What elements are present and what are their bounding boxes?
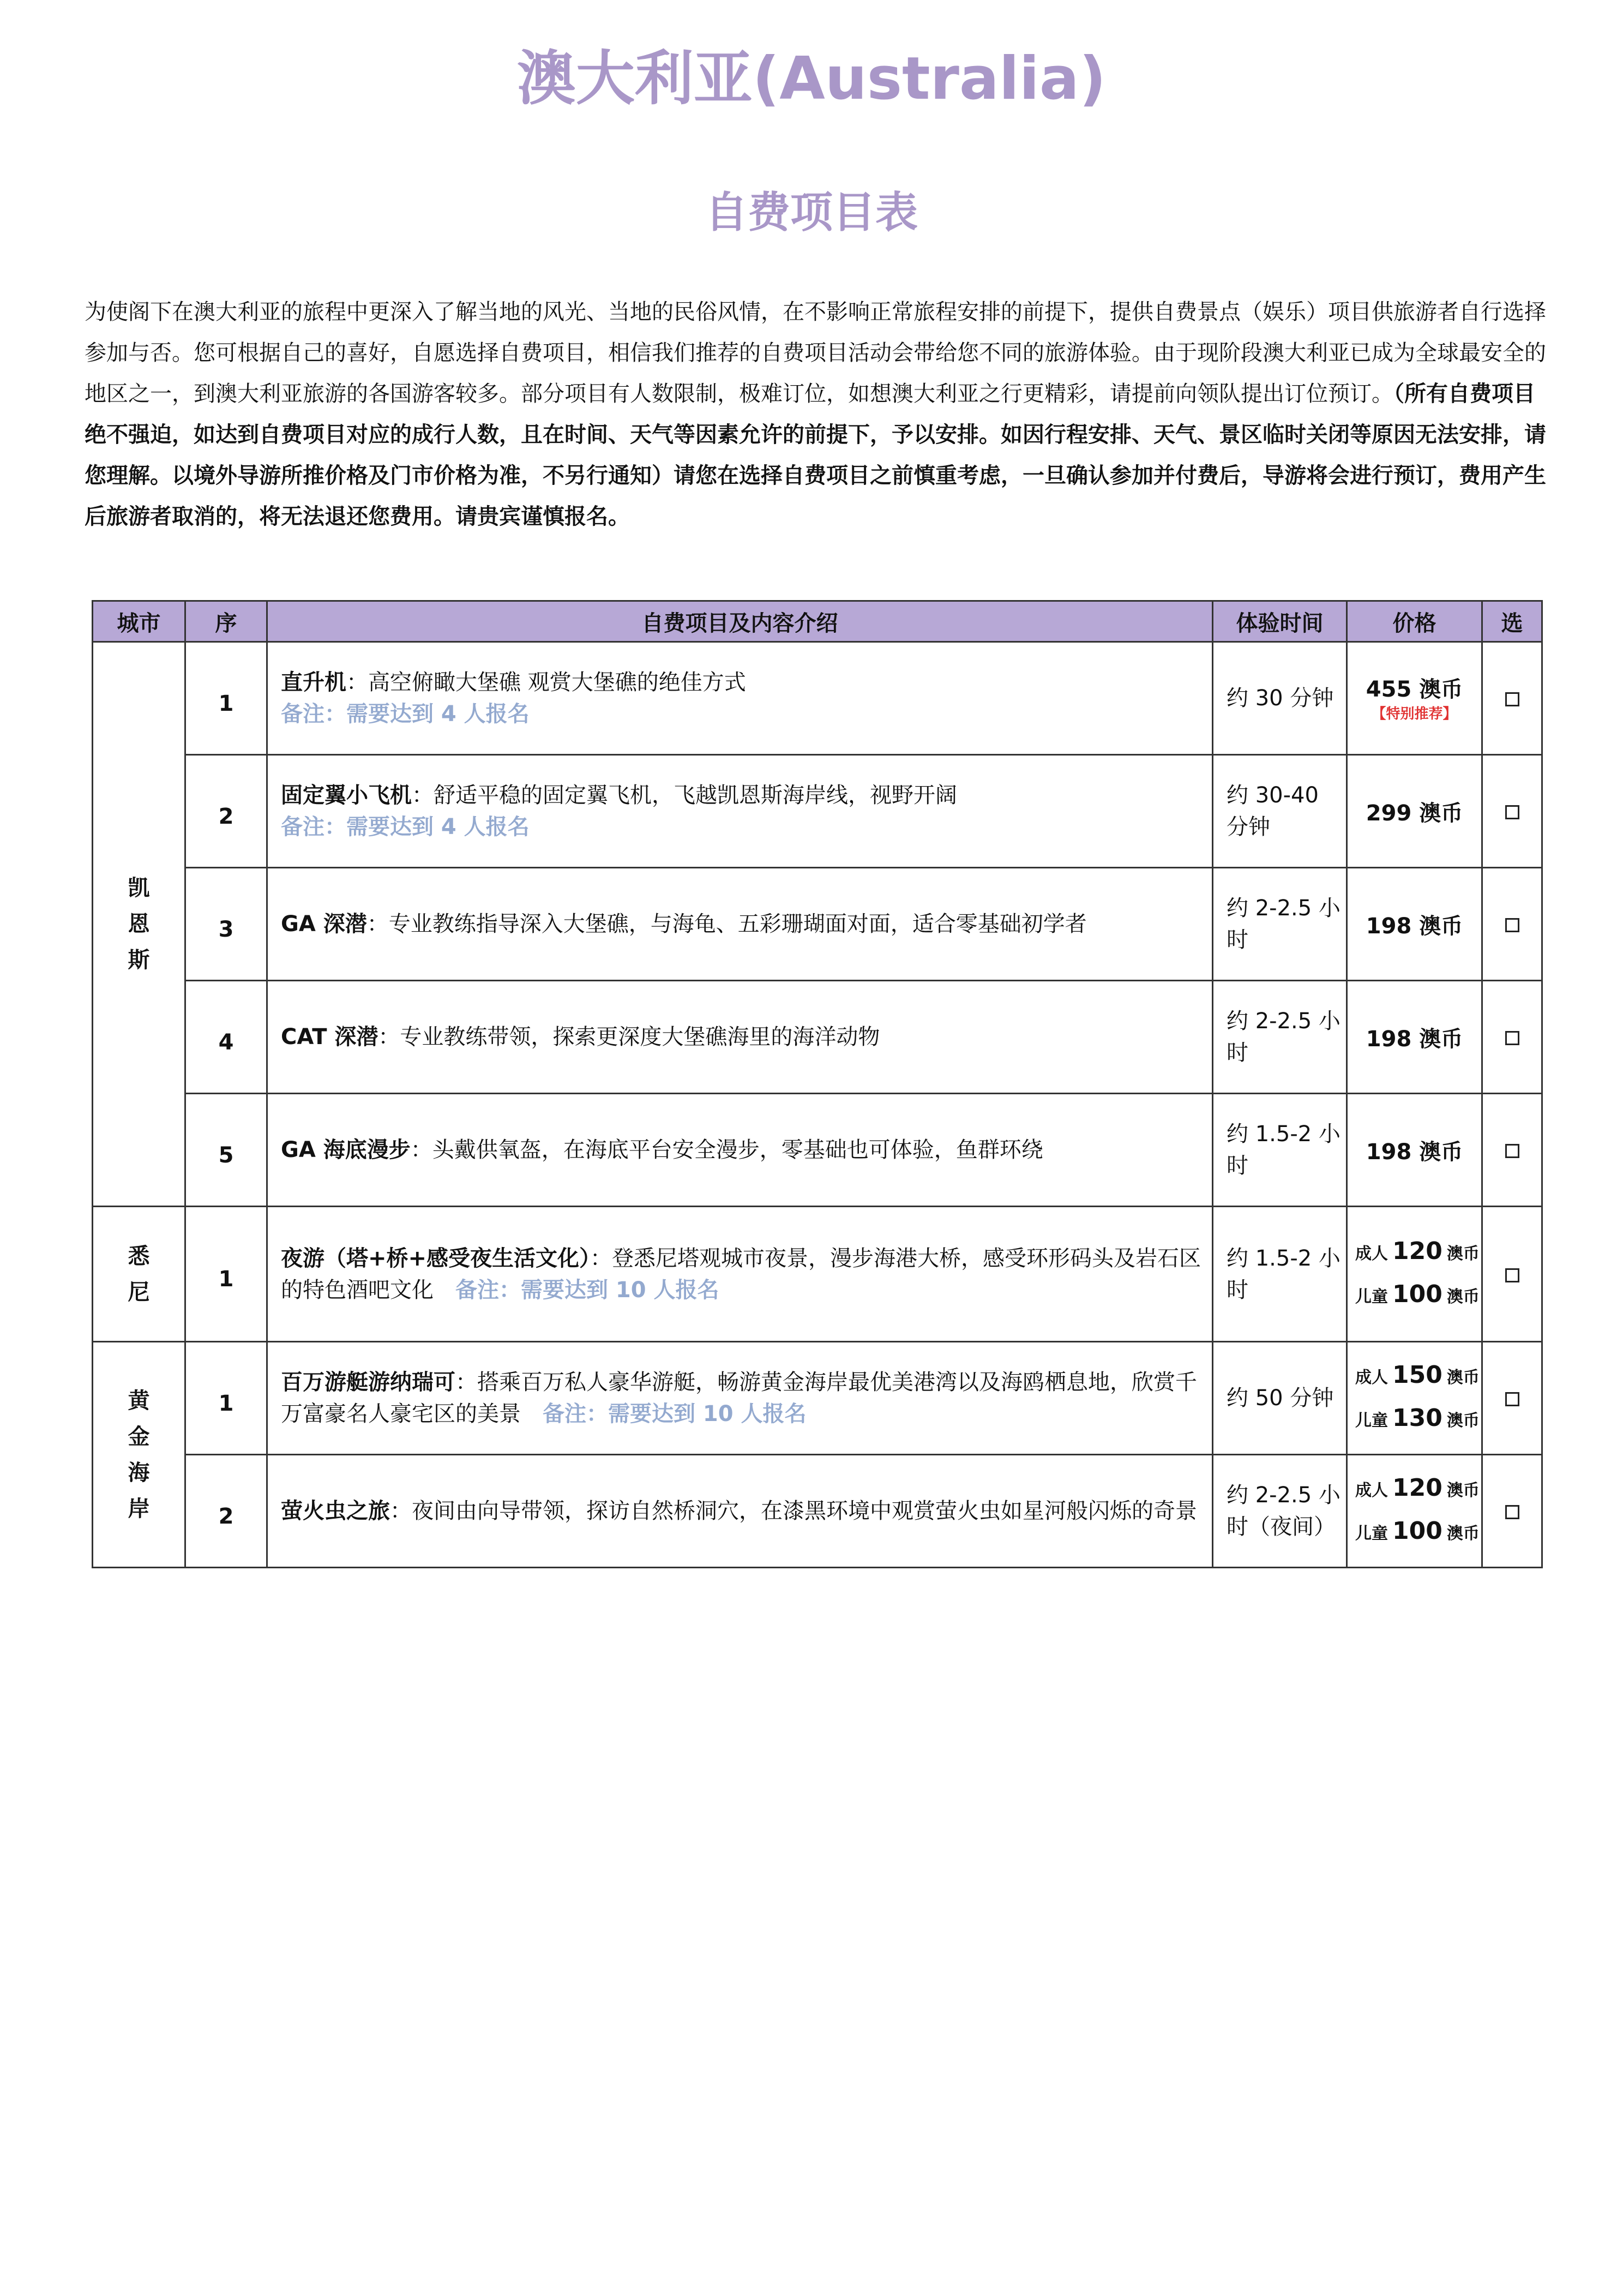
table-row <box>93 981 1542 1094</box>
table-row <box>93 642 1542 755</box>
adult-label: 成人 <box>1355 1244 1388 1263</box>
seq-cell: 1 <box>185 642 267 755</box>
city-cell-sydney <box>93 1207 185 1342</box>
item-name: 萤火虫之旅 <box>281 1498 390 1524</box>
header-seq: 序 <box>185 601 267 642</box>
currency-label: 澳币 <box>1446 1368 1480 1387</box>
child-price-line <box>1350 1274 1479 1317</box>
header-city: 城市 <box>93 601 185 642</box>
table-header-row <box>93 601 1542 642</box>
select-cell[interactable] <box>1482 1207 1542 1342</box>
item-desc: ：搭乘百万私人豪华游艇，畅游黄金海岸最优美港湾以及海鸥栖息地，欣赏千万富豪名人豪宅区的美景 <box>281 1370 1197 1426</box>
price-cell: 299 澳币 <box>1347 755 1482 868</box>
items-table <box>92 600 1543 1568</box>
time-cell: 约 1.5-2 小时 <box>1213 1094 1347 1207</box>
header-item: 自费项目及内容介绍 <box>267 601 1213 642</box>
child-label: 儿童 <box>1355 1287 1388 1306</box>
select-cell[interactable] <box>1482 755 1542 868</box>
child-price-line <box>1350 1398 1479 1441</box>
item-desc: ：登悉尼塔观城市夜景，漫步海港大桥，感受环形码头及岩石区的特色酒吧文化 <box>281 1245 1201 1303</box>
select-checkbox[interactable] <box>1505 805 1519 819</box>
item-cell <box>267 868 1213 981</box>
item-cell <box>267 642 1213 755</box>
item-name: 夜游（塔+桥+感受夜生活文化） <box>281 1245 591 1271</box>
select-checkbox[interactable] <box>1505 692 1519 706</box>
city-name: 凯恩斯 <box>128 876 150 973</box>
time-cell: 约 50 分钟 <box>1213 1342 1347 1455</box>
city-cell-cairns <box>93 642 185 1207</box>
select-checkbox[interactable] <box>1505 1031 1519 1045</box>
header-time: 体验时间 <box>1213 601 1347 642</box>
item-cell <box>267 1094 1213 1207</box>
adult-price: 120 <box>1392 1237 1442 1265</box>
seq-cell: 5 <box>185 1094 267 1207</box>
seq-cell: 3 <box>185 868 267 981</box>
item-cell <box>267 755 1213 868</box>
select-cell[interactable] <box>1482 981 1542 1094</box>
select-checkbox[interactable] <box>1505 918 1519 932</box>
child-price-line <box>1350 1511 1479 1554</box>
price-cell <box>1347 1342 1482 1455</box>
intro-text: 为使阁下在澳大利亚的旅程中更深入了解当地的风光、当地的民俗风情，在不影响正常旅程安排的前提下，提供自费景点（娱乐）项目供旅游者自行选择参加与否。您可根据自己的喜好，自愿选择自费项目，相信我们推荐的自费项目活动会带给您不同的旅游体验。由于现阶段澳大利亚已成为全球最安全的地区之一，到澳大利亚旅游的各国游客较多。部分项目有人数限制，极难订位，如想澳大利亚之行更精彩，请提前向领队提出订位预订。 <box>85 299 1546 406</box>
price-cell <box>1347 642 1482 755</box>
intro-paragraph <box>85 292 1552 537</box>
price-cell: 198 澳币 <box>1347 981 1482 1094</box>
item-cell <box>267 981 1213 1094</box>
currency-label: 澳币 <box>1446 1287 1480 1306</box>
item-desc: ：高空俯瞰大堡礁 观赏大堡礁的绝佳方式 <box>346 670 746 695</box>
item-name: GA 海底漫步 <box>281 1137 411 1162</box>
item-cell <box>267 1342 1213 1455</box>
city-cell-goldcoast <box>93 1342 185 1568</box>
item-desc: ：夜间由向导带领，探访自然桥洞穴，在漆黑环境中观赏萤火虫如星河般闪烁的奇景 <box>390 1498 1197 1524</box>
item-desc: ：头戴供氧盔，在海底平台安全漫步，零基础也可体验，鱼群环绕 <box>410 1137 1043 1162</box>
select-cell[interactable] <box>1482 642 1542 755</box>
adult-price: 120 <box>1392 1474 1442 1502</box>
time-cell: 约 1.5-2 小时 <box>1213 1207 1347 1342</box>
currency-label: 澳币 <box>1446 1481 1480 1500</box>
currency-label: 澳币 <box>1446 1524 1480 1543</box>
seq-cell: 2 <box>185 1455 267 1568</box>
item-note: 备注：需要达到 10 人报名 <box>543 1401 807 1426</box>
seq-cell: 2 <box>185 755 267 868</box>
item-name: 百万游艇游纳瑞可 <box>281 1370 455 1395</box>
city-name: 悉尼 <box>128 1243 150 1305</box>
child-label: 儿童 <box>1355 1524 1388 1543</box>
adult-price-line <box>1350 1468 1479 1511</box>
seq-cell: 1 <box>185 1342 267 1455</box>
price-value: 455 澳币 <box>1366 676 1463 702</box>
price-cell <box>1347 1207 1482 1342</box>
city-name: 黄金海岸 <box>128 1388 150 1521</box>
select-cell[interactable] <box>1482 868 1542 981</box>
seq-cell: 4 <box>185 981 267 1094</box>
seq-cell: 1 <box>185 1207 267 1342</box>
item-name: CAT 深潜 <box>281 1024 378 1050</box>
item-cell <box>267 1207 1213 1342</box>
table-row <box>93 1207 1542 1342</box>
adult-label: 成人 <box>1355 1481 1388 1500</box>
item-name: 直升机 <box>281 670 346 695</box>
adult-price-line <box>1350 1355 1479 1398</box>
item-cell <box>267 1455 1213 1568</box>
price-cell: 198 澳币 <box>1347 868 1482 981</box>
header-price: 价格 <box>1347 601 1482 642</box>
item-note: 备注：需要达到 4 人报名 <box>281 702 530 727</box>
select-cell[interactable] <box>1482 1094 1542 1207</box>
child-price: 100 <box>1392 1517 1442 1545</box>
recommend-tag: 【特别推荐】 <box>1372 705 1457 722</box>
price-cell: 198 澳币 <box>1347 1094 1482 1207</box>
select-checkbox[interactable] <box>1505 1144 1519 1158</box>
table-row <box>93 1342 1542 1455</box>
table-row <box>93 1094 1542 1207</box>
time-cell: 约 30-40 分钟 <box>1213 755 1347 868</box>
currency-label: 澳币 <box>1446 1244 1480 1263</box>
select-checkbox[interactable] <box>1505 1505 1519 1519</box>
adult-price-line <box>1350 1231 1479 1274</box>
item-note: 备注：需要达到 10 人报名 <box>455 1277 719 1303</box>
adult-label: 成人 <box>1355 1368 1388 1387</box>
item-name: 固定翼小飞机 <box>281 783 412 808</box>
select-checkbox[interactable] <box>1505 1268 1519 1282</box>
header-select: 选 <box>1482 601 1542 642</box>
child-price: 100 <box>1392 1280 1442 1308</box>
table-row <box>93 868 1542 981</box>
table-row <box>93 755 1542 868</box>
select-cell[interactable] <box>1482 1342 1542 1455</box>
select-checkbox[interactable] <box>1505 1392 1519 1406</box>
item-note: 备注：需要达到 4 人报名 <box>281 814 530 840</box>
item-desc: ：专业教练指导深入大堡礁，与海龟、五彩珊瑚面对面，适合零基础初学者 <box>366 912 1087 937</box>
child-label: 儿童 <box>1355 1411 1388 1430</box>
table-row <box>93 1455 1542 1568</box>
currency-label: 澳币 <box>1446 1411 1480 1430</box>
intro-bold-text: （所有自费项目绝不强迫，如达到自费项目对应的成行人数，且在时间、天气等因素允许的前提下，予以安排。如因行程安排、天气、景区临时关闭等原因无法安排，请您理解。以境外导游所推价格及门市价格为准，不另行通知）请您在选择自费项目之前慎重考虑，一旦确认参加并付费后，导游将会进行预订，费用产生后旅游者取消的，将无法退还您费用。请贵宾谨慎报名。 <box>85 381 1546 529</box>
child-price: 130 <box>1392 1404 1442 1432</box>
item-name: GA 深潜 <box>281 912 367 937</box>
time-cell: 约 2-2.5 小时 <box>1213 981 1347 1094</box>
time-cell: 约 2-2.5 小时 <box>1213 868 1347 981</box>
time-cell: 约 30 分钟 <box>1213 642 1347 755</box>
item-desc: ：舒适平稳的固定翼飞机，飞越凯恩斯海岸线，视野开阔 <box>412 783 957 808</box>
page-title: 澳大利亚(Australia) <box>516 45 1107 113</box>
price-cell <box>1347 1455 1482 1568</box>
select-cell[interactable] <box>1482 1455 1542 1568</box>
adult-price: 150 <box>1392 1361 1442 1389</box>
page-subtitle: 自费项目表 <box>705 188 918 237</box>
item-desc: ：专业教练带领，探索更深度大堡礁海里的海洋动物 <box>378 1024 880 1050</box>
time-cell: 约 2-2.5 小时（夜间） <box>1213 1455 1347 1568</box>
